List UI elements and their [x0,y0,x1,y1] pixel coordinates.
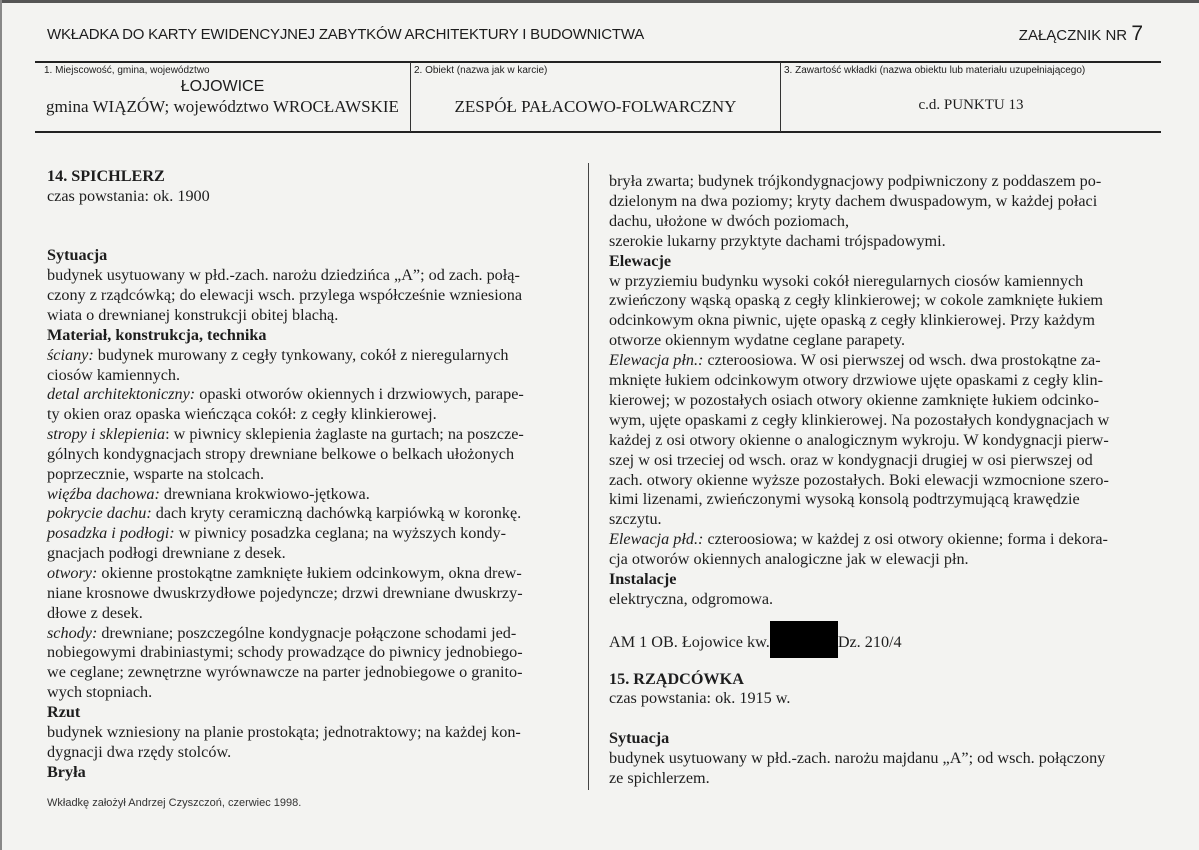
text-line [47,623,516,643]
text-segment: ty okien oraz opaska wieńcząca cokół: z cegły klinkierowej. [47,405,437,424]
text-line [47,742,231,762]
text-line [609,529,1108,549]
text-line [47,642,523,662]
field-label: stropy i sklepienia [47,425,166,444]
text-line [609,330,905,350]
text-segment: mknięte łukiem odcinkowym otwory drzwiowe ujęte opaskami z cegły klin- [609,371,1104,389]
scan-edge-top [0,0,1199,3]
text-segment: drewniana krokwiowo-jętkowa. [159,484,370,503]
field3-value: c.d. PUNKTU 13 [918,97,1024,113]
section-heading: Elewacje [609,251,672,270]
form-bottom-rule [35,131,1161,133]
text-segment: odcinkowym okna piwnic, ujęte opaską z cegły klinkierowej. Przy każdym [609,311,1095,330]
text-segment: ze spichlerzem. [609,769,710,787]
text-line [47,503,521,523]
text-segment: wym, ujęte opaskami z cegły klinkierowej. Na pozostałych kondygnacjach w [609,410,1110,429]
text-segment: poprzecznie, wsparte na stolcach. [47,464,265,483]
text-line [47,563,522,583]
text-segment: gólnych kondygnacjach stropy drewniane belkowe o belkach ułożonych [47,444,515,463]
text-segment: szczytu. [609,510,662,529]
text-line [47,702,80,722]
text-line [609,569,676,589]
text-line [47,345,509,365]
redaction-box [770,621,838,658]
text-line [609,728,669,748]
text-line [609,171,1101,191]
text-line [47,603,143,623]
text-segment: cja otworów okiennych analogiczne jak w elewacji płn. [609,550,969,569]
text-segment: wych stopniach. [47,683,153,702]
text-segment: dzielonym na dwa poziomy; kryty dachem dwuspadowym, w każdej połaci [609,191,1098,210]
text-line [609,430,1109,450]
text-line [609,470,1109,490]
text-segment: czas powstania: ok. 1915 w. [609,689,791,708]
text-line [609,290,1103,310]
text-segment: : w piwnicy sklepienia żaglaste na gurtach; na poszcze- [165,425,524,444]
text-line [47,166,165,186]
field1-label: 1. Miejscowość, gmina, województwo [44,65,210,76]
text-line [47,543,286,563]
text-line [609,310,1095,330]
text-segment: AM 1 OB. Łojowice kw. [609,632,770,651]
text-segment: w piwnicy posadzka ceglana; na wyższych kondy- [174,524,506,543]
text-line [47,464,264,484]
text-line [47,285,522,305]
text-segment: dygnacji dwa rzędy stolców. [47,742,232,761]
text-line [47,384,524,404]
annex-label-text: ZAŁĄCZNIK NR [1018,27,1128,44]
text-line [609,231,946,251]
text-line [47,762,86,782]
text-line [609,688,790,708]
field3-label: 3. Zawartość wkładki (nazwa obiektu lub materiału uzupełniającego) [784,65,1086,76]
text-segment: we ceglane; zewnętrzne wyrównawcze na parter jednobiegowe o granito- [47,663,523,682]
text-line [47,365,180,385]
text-segment: czas powstania: ok. 1900 [47,186,210,205]
field1-region: gmina WIĄZÓW; województwo WROCŁAWSKIE [46,97,399,116]
field-label: ściany: [47,345,94,364]
text-line [47,245,107,265]
text-segment: elektryczna, odgromowa. [609,589,774,608]
text-line [609,629,902,658]
text-line [609,211,849,231]
text-line [609,251,671,271]
text-segment: w przyziemiu budynku wysoki cokół nieregularnych ciosów kamiennych [609,271,1084,290]
text-segment: szerokie lukarny przyktyte dachami trójspadowymi. [609,231,946,250]
field-label: otwory: [47,564,98,582]
text-line [609,669,744,689]
annex-label [1019,22,1143,46]
text-segment: otworze okiennym wydatne ceglane parapety. [609,331,906,350]
form-top-rule [35,61,1161,63]
text-line [609,350,1101,370]
section-heading: Rzut [47,702,81,721]
text-line [47,662,523,682]
section-heading: 14. SPICHLERZ [47,167,165,185]
column-divider [588,163,589,790]
text-line [47,186,210,206]
text-line [47,305,338,325]
document-title: WKŁADKA DO KARTY EWIDENCYJNEJ ZABYTKÓW ARCHITEKTURY I BUDOWNICTWA [47,26,645,43]
text-segment: kierowej; w pozostałych osiach otwory okienne zamknięte łukiem odcinko- [609,390,1099,409]
text-line [609,768,710,788]
text-line [47,404,437,424]
text-segment: budynek usytuowany w płd.-zach. narożu majdanu „A”; od wsch. połączony [609,749,1106,768]
text-segment: zwieńczony wąską opaską z cegły klinkierowej; w cokole zamknięte łukiem [609,291,1103,310]
text-line [47,523,506,543]
text-segment: czteroosiowa; w każdej z osi otwory okienne; forma i dekora- [703,530,1108,549]
text-line [609,450,1093,470]
text-segment: dach kryty ceramiczną dachówką karpiówką w koronkę. [151,504,522,523]
text-segment: szej w osi trzeciej od wsch. oraz w kondygnacji drugiej w osi pierwszej od [609,450,1093,469]
text-segment: opaski otworów okiennych i drzwiowych, parape- [195,385,524,404]
text-segment: wiata o drewnianej konstrukcji obitej blachą. [47,305,339,324]
section-heading: Bryła [47,762,86,781]
text-segment: budynek murowany z cegły tynkowany, cokół z nieregularnych [93,345,509,364]
text-segment: drewniane; poszczególne kondygnacje połączone schodami jed- [97,623,517,642]
text-line [609,370,1103,390]
footer-note: Wkładkę założył Andrzej Czyszczoń, czerwiec 1998. [47,797,302,809]
field2-value: ZESPÓŁ PAŁACOWO-FOLWARCZNY [454,97,737,116]
text-segment: czteroosiowa. W osi pierwszej od wsch. dwa prostokątne za- [703,351,1101,370]
section-heading: Sytuacja [609,729,670,748]
field-label: Elewacja płd.: [609,530,704,549]
text-segment: każdej z osi otwory okienne o analogicznym wykroju. W kondygnacji pierw- [609,430,1109,449]
text-line [47,682,152,702]
text-line [609,549,969,569]
field-label: schody: [47,623,98,642]
text-segment: dłowe z desek. [47,603,143,622]
text-line [47,583,523,603]
field-label: więźba dachowa: [47,484,160,503]
text-segment: bryła zwarta; budynek trójkondygnacjowy podpiwniczony z poddaszem po- [609,172,1102,190]
text-line [47,484,370,504]
annex-number: 7 [1131,22,1143,45]
text-line [47,444,514,464]
section-heading: Sytuacja [47,246,108,265]
text-line [609,489,1080,509]
field-label: Elewacja płn.: [609,351,704,370]
text-line [47,265,520,285]
text-segment: Dz. 210/4 [837,632,902,651]
text-line [609,390,1099,410]
text-segment: ciosów kamiennych. [47,365,181,384]
text-segment: zach. otwory okienne wyższe pozostałych. Boki elewacji wzmocnione szero- [609,470,1109,489]
text-line [609,748,1105,768]
text-segment: dachu, ułożone w dwóch poziomach, [609,211,850,230]
section-heading: Materiał, konstrukcja, technika [47,325,267,344]
text-segment: budynek wzniesiony na planie prostokąta; jednotraktowy; na każdej kon- [47,722,521,741]
field1-town: ŁOJOWICE [180,78,265,95]
text-segment: kimi lizenami, zwieńczonymi wysoką konsolą podtrzymującą krawędzie [609,490,1080,509]
section-heading: Instalacje [609,570,677,588]
text-line [609,410,1109,430]
text-segment: nobiegowymi drabiniastymi; schody prowadzące do piwnicy jednobiego- [47,643,523,662]
text-segment: okienne prostokątne zamknięte łukiem odcinkowym, okna drew- [97,564,522,582]
text-line [609,589,773,609]
field2-label: 2. Obiekt (nazwa jak w karcie) [414,65,548,76]
text-line [47,722,521,742]
text-line [609,271,1083,291]
text-segment: niane krosnowe dwuskrzydłowe pojedyncze; drzwi drewniane dwuskrzy- [47,583,523,602]
text-line [609,191,1097,211]
text-line [609,509,662,529]
text-segment: gnacjach podłogi drewniane z desek. [47,544,286,563]
text-line [47,325,266,345]
text-segment: czony z rządcówką; do elewacji wsch. przylega współcześnie wzniesiona [47,286,523,305]
text-segment: budynek usytuowany w płd.-zach. narożu dziedzińca „A”; od zach. połą- [47,266,520,285]
field-label: posadzka i podłogi: [47,524,175,543]
text-line [47,424,524,444]
field-label: pokrycie dachu: [47,504,152,523]
field-label: detal architektoniczny: [47,385,196,404]
scan-edge-left [0,0,2,850]
section-heading: 15. RZĄDCÓWKA [609,669,744,688]
